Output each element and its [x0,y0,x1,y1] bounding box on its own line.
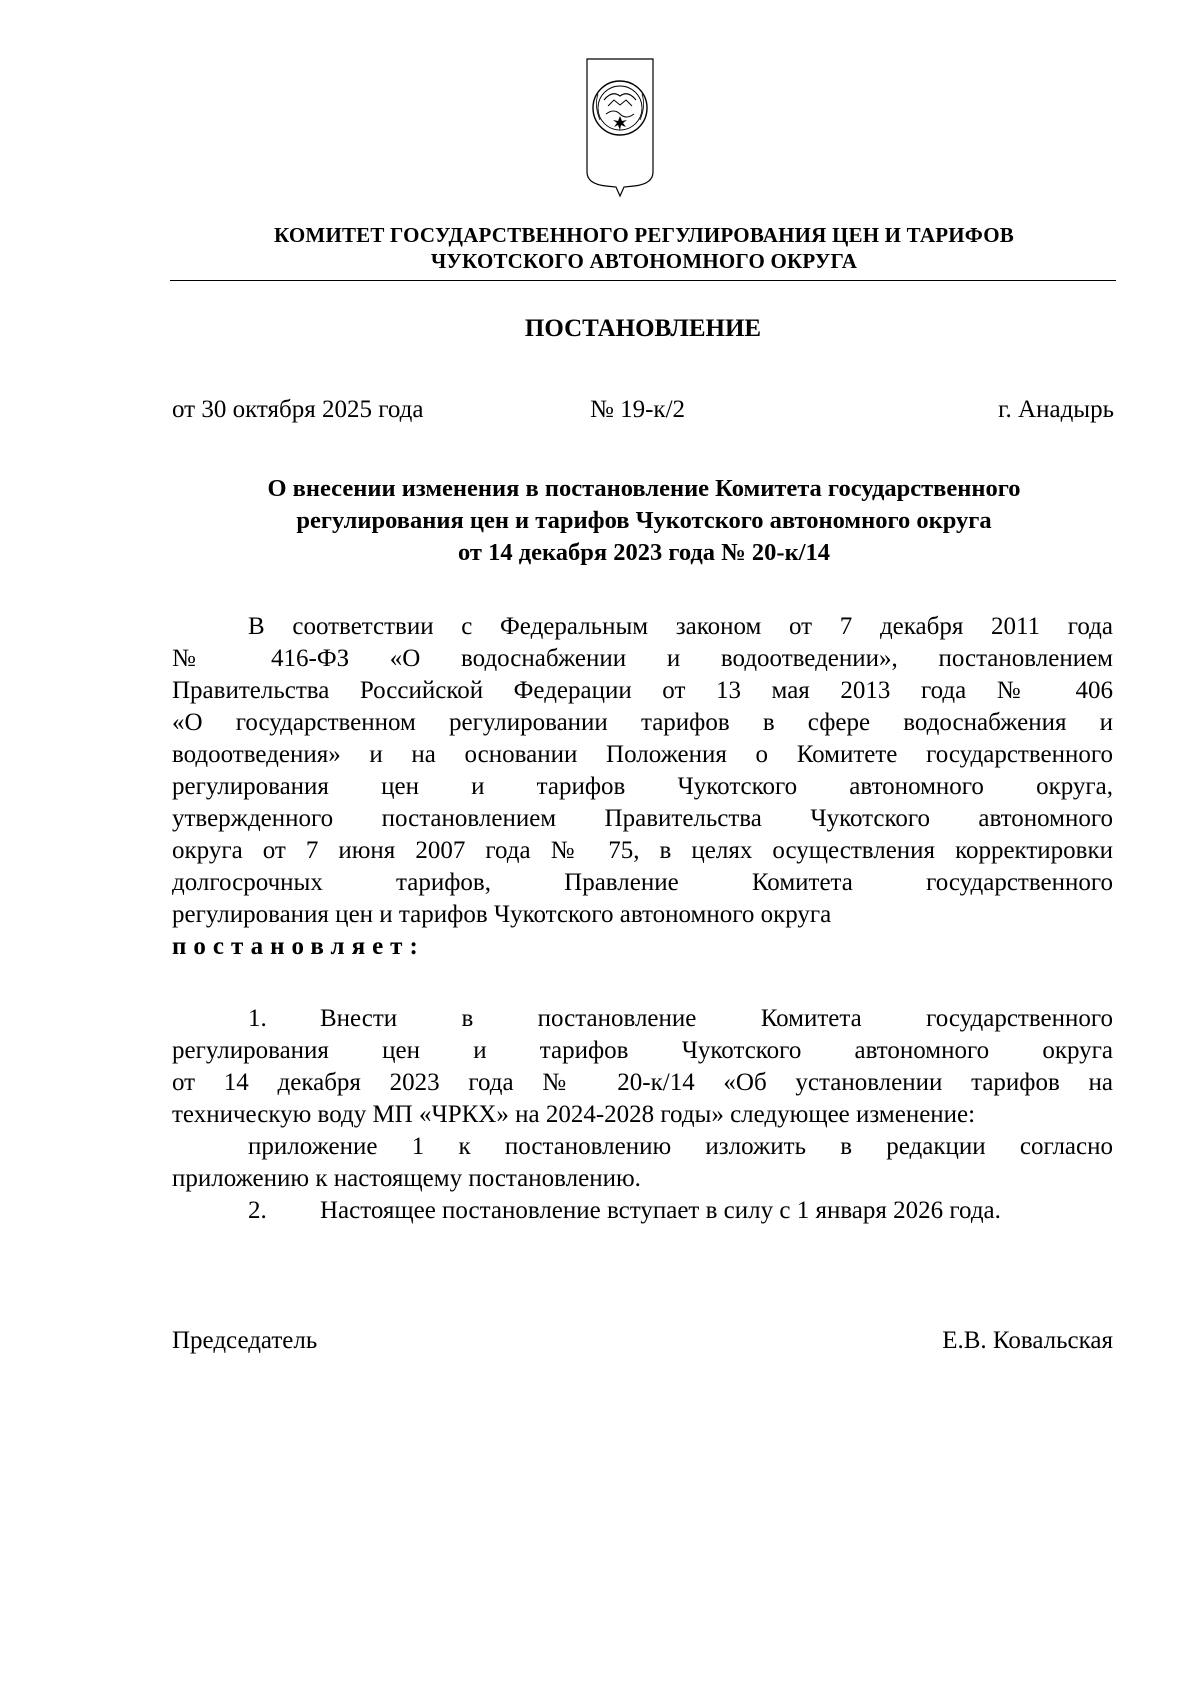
item-text-line: Настоящее постановление вступает в силу с 1 января 2026 года. [320,1197,1001,1224]
preamble-line: № 416-ФЗ «О водоснабжении и водоотведении», постановлением [172,645,1113,672]
resolves-keyword: постановляет: [172,933,425,960]
item-number: 1. [248,1005,267,1032]
preamble-line: долгосрочных тарифов, Правление Комитета государственного [172,869,1113,896]
signatory-role: Председатель [172,1327,318,1354]
preamble-line: утвержденного постановлением Правительства Чукотского автономного [172,805,1113,832]
document-number: № 19-к/2 [590,396,686,423]
item-text-line: приложение 1 к постановлению изложить в редакции согласно [248,1133,1113,1160]
coat-of-arms-emblem [584,56,656,206]
document-type: ПОСТАНОВЛЕНИЕ [524,315,762,342]
organization-name-line-2: ЧУКОТСКОГО АВТОНОМНОГО ОКРУГА [430,249,858,273]
document-title-line: от 14 декабря 2023 года № 20-к/14 [457,539,830,566]
preamble-line: Правительства Российской Федерации от 13 мая 2013 года № 406 [172,677,1113,704]
preamble-line: В соответствии с Федеральным законом от 7 декабря 2011 года [248,613,1113,640]
preamble-line: водоотведения» и на основании Положения о Комитете государственного [172,741,1113,768]
organization-name-line-1: КОМИТЕТ ГОСУДАРСТВЕННОГО РЕГУЛИРОВАНИЯ ЦЕН И ТАРИФОВ [273,223,1014,247]
item-text-line: техническую воду МП «ЧРКХ» на 2024-2028 годы» следующее изменение: [172,1101,976,1128]
preamble-line: регулирования цен и тарифов Чукотского автономного округа, [172,773,1113,800]
item-text-line: приложению к настоящему постановлению. [172,1165,641,1192]
item-text-line: от 14 декабря 2023 года № 20-к/14 «Об установлении тарифов на [172,1069,1113,1096]
item-text-line: Внести в постановление Комитета государственного [320,1005,1113,1032]
preamble-line: регулирования цен и тарифов Чукотского автономного округа [172,901,832,928]
header-divider [170,280,1116,281]
preamble-line: «О государственном регулировании тарифов в сфере водоснабжения и [172,709,1113,736]
item-number: 2. [248,1197,267,1224]
item-text-line: регулирования цен и тарифов Чукотского автономного округа [172,1037,1113,1064]
document-title-line: О внесении изменения в постановление Комитета государственного [267,475,1021,502]
signatory-name: Е.В. Ковальская [942,1327,1113,1354]
document-date: от 30 октября 2025 года [172,396,424,423]
preamble-line: округа от 7 июня 2007 года № 75, в целях осуществления корректировки [172,837,1113,864]
document-title-line: регулирования цен и тарифов Чукотского автономного округа [296,507,992,534]
document-place: г. Анадырь [998,396,1114,423]
